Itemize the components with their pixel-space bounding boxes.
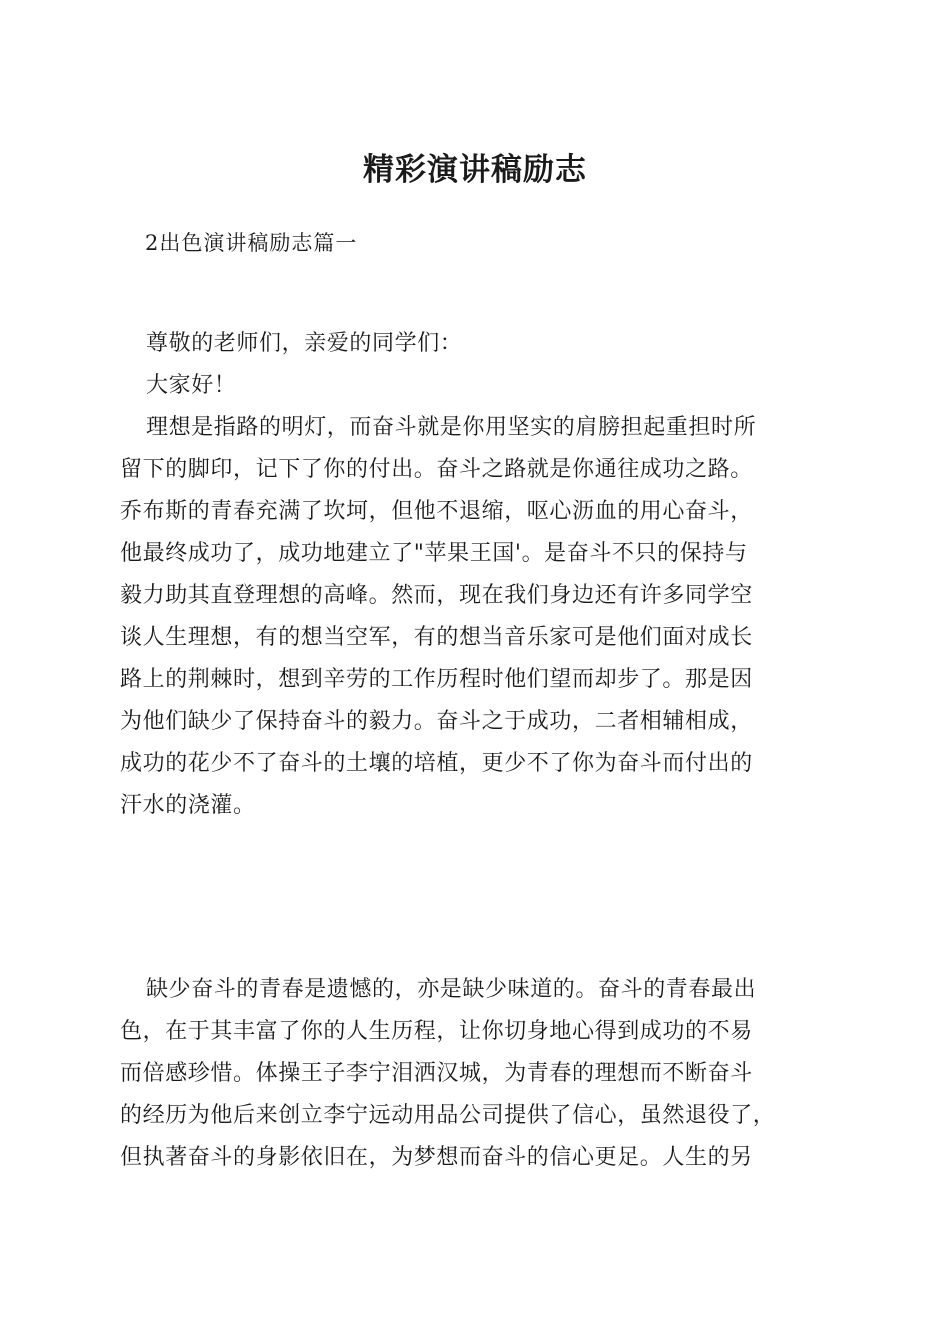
paragraph-line: 路上的荆棘时，想到辛劳的工作历程时他们望而却步了。那是因 [120, 667, 753, 692]
paragraph-line: 为他们缺少了保持奋斗的毅力。奋斗之于成功，二者相辅相成， [120, 709, 753, 734]
paragraph-line: 留下的脚印，记下了你的付出。奋斗之路就是你通往成功之路。 [120, 457, 753, 482]
paragraph-line: 成功的花少不了奋斗的土壤的培植，更少不了你为奋斗而付出的 [120, 751, 753, 776]
paragraph-line: 毅力助其直登理想的高峰。然而，现在我们身边还有许多同学空 [120, 583, 753, 608]
paragraph-line: 色，在于其丰富了你的人生历程，让你切身地心得到成功的不易 [120, 1019, 753, 1044]
salutation: 尊敬的老师们，亲爱的同学们： [146, 331, 463, 356]
paragraph-line: 谈人生理想，有的想当空军，有的想当音乐家可是他们面对成长 [120, 625, 753, 650]
paragraph-line: 汗水的浇灌。 [120, 793, 256, 818]
greeting: 大家好！ [146, 373, 237, 398]
text-block-2 [120, 969, 832, 1179]
paragraph-line: 缺少奋斗的青春是遗憾的，亦是缺少味道的。奋斗的青春最出 [146, 977, 757, 1002]
paragraph-line: 理想是指路的明灯，而奋斗就是你用坚实的肩膀担起重担时所 [146, 415, 757, 440]
paragraph-line: 而倍感珍惜。体操王子李宁泪洒汉城，为青春的理想而不断奋斗 [120, 1061, 753, 1086]
paragraph-line: 的经历为他后来创立李宁远动用品公司提供了信心，虽然退役了， [120, 1103, 776, 1128]
document-title: 精彩演讲稿励志 [363, 152, 587, 188]
paragraph-line: 他最终成功了，成功地建立了"苹果王国'。是奋斗不只的保持与 [120, 541, 748, 566]
paragraph-line: 但执著奋斗的身影依旧在，为梦想而奋斗的信心更足。人生的另 [120, 1145, 753, 1170]
paragraph-line: 乔布斯的青春充满了坎坷，但他不退缩，呕心沥血的用心奋斗， [120, 499, 753, 524]
document-subtitle: 2出色演讲稿励志篇一 [145, 231, 358, 255]
text-block-1 [120, 323, 832, 827]
